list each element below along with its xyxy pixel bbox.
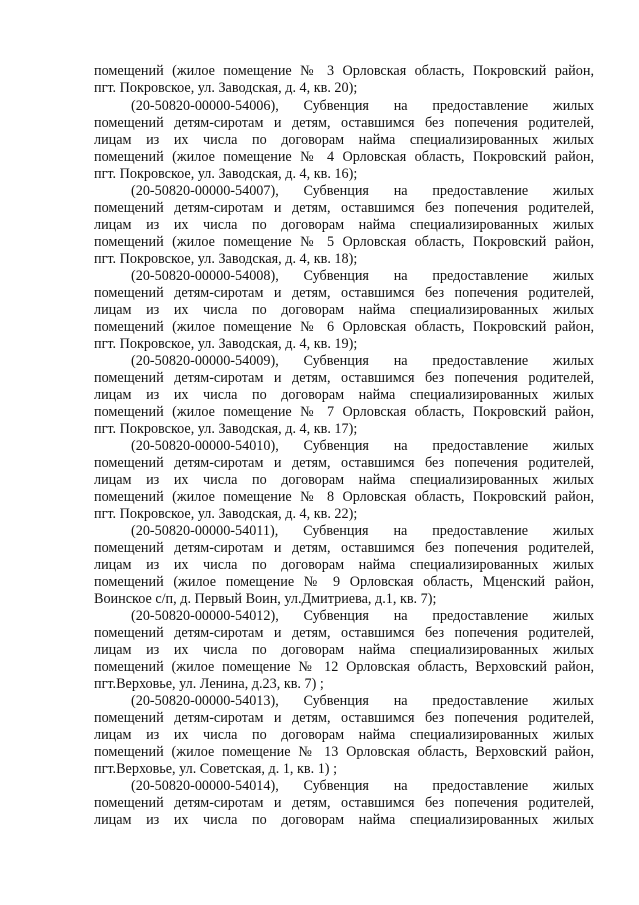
paragraph-first-line: (20-50820-00000-54009), Субвенция на предоставление жилых <box>131 353 594 369</box>
text-line: пгт. Покровское, ул. Заводская, д. 4, кв. 22); <box>94 506 358 522</box>
text-line: лицам из их числа по договорам найма специализированных жилых <box>94 302 594 318</box>
paragraph-first-line: (20-50820-00000-54011), Субвенция на предоставление жилых <box>131 523 594 539</box>
text-line: лицам из их числа по договорам найма специализированных жилых <box>94 727 594 743</box>
text-line: лицам из их числа по договорам найма специализированных жилых <box>94 642 594 658</box>
text-line: лицам из их числа по договорам найма специализированных жилых <box>94 557 594 573</box>
text-line: помещений (жилое помещение № 9 Орловская область, Мценский район, <box>94 574 594 590</box>
text-line: помещений (жилое помещение № 6 Орловская область, Покровский район, <box>94 319 594 335</box>
paragraph-first-line: (20-50820-00000-54012), Субвенция на предоставление жилых <box>131 608 594 624</box>
paragraph-first-line: (20-50820-00000-54008), Субвенция на предоставление жилых <box>131 268 594 284</box>
text-line: лицам из их числа по договорам найма специализированных жилых <box>94 812 594 828</box>
text-line: пгт. Покровское, ул. Заводская, д. 4, кв. 18); <box>94 251 358 267</box>
text-line: лицам из их числа по договорам найма специализированных жилых <box>94 472 594 488</box>
text-line: пгт. Покровское, ул. Заводская, д. 4, кв. 20); <box>94 80 358 96</box>
text-line: помещений детям-сиротам и детям, оставшимся без попечения родителей, <box>94 625 594 641</box>
paragraph-first-line: (20-50820-00000-54014), Субвенция на предоставление жилых <box>131 778 594 794</box>
text-line: помещений (жилое помещение № 7 Орловская область, Покровский район, <box>94 404 594 420</box>
text-line: помещений (жилое помещение № 13 Орловская область, Верховский район, <box>94 744 594 760</box>
text-line: пгт. Покровское, ул. Заводская, д. 4, кв. 19); <box>94 336 358 352</box>
paragraph-first-line: (20-50820-00000-54010), Субвенция на предоставление жилых <box>131 438 594 454</box>
text-line: помещений детям-сиротам и детям, оставшимся без попечения родителей, <box>94 115 594 131</box>
text-line: помещений детям-сиротам и детям, оставшимся без попечения родителей, <box>94 285 594 301</box>
text-line: пгт. Покровское, ул. Заводская, д. 4, кв. 16); <box>94 166 358 182</box>
text-line: Воинское с/п, д. Первый Воин, ул.Дмитриева, д.1, кв. 7); <box>94 591 437 607</box>
paragraph-first-line: (20-50820-00000-54013), Субвенция на предоставление жилых <box>131 693 594 709</box>
text-line: помещений (жилое помещение № 3 Орловская область, Покровский район, <box>94 63 594 79</box>
text-line: помещений детям-сиротам и детям, оставшимся без попечения родителей, <box>94 455 594 471</box>
text-line: помещений детям-сиротам и детям, оставшимся без попечения родителей, <box>94 540 594 556</box>
text-line: помещений (жилое помещение № 4 Орловская область, Покровский район, <box>94 149 594 165</box>
text-line: пгт.Верховье, ул. Ленина, д.23, кв. 7) ; <box>94 676 324 692</box>
text-line: пгт. Покровское, ул. Заводская, д. 4, кв. 17); <box>94 421 358 437</box>
text-line: пгт.Верховье, ул. Советская, д. 1, кв. 1) ; <box>94 761 338 777</box>
text-line: лицам из их числа по договорам найма специализированных жилых <box>94 387 594 403</box>
text-line: лицам из их числа по договорам найма специализированных жилых <box>94 217 594 233</box>
text-line: лицам из их числа по договорам найма специализированных жилых <box>94 132 594 148</box>
paragraph-first-line: (20-50820-00000-54007), Субвенция на предоставление жилых <box>131 183 594 199</box>
text-line: помещений (жилое помещение № 5 Орловская область, Покровский район, <box>94 234 594 250</box>
text-line: помещений (жилое помещение № 8 Орловская область, Покровский район, <box>94 489 594 505</box>
text-line: помещений детям-сиротам и детям, оставшимся без попечения родителей, <box>94 200 594 216</box>
paragraph-first-line: (20-50820-00000-54006), Субвенция на предоставление жилых <box>131 98 594 114</box>
text-line: помещений детям-сиротам и детям, оставшимся без попечения родителей, <box>94 795 594 811</box>
text-line: помещений детям-сиротам и детям, оставшимся без попечения родителей, <box>94 710 594 726</box>
text-line: помещений детям-сиротам и детям, оставшимся без попечения родителей, <box>94 370 594 386</box>
text-line: помещений (жилое помещение № 12 Орловская область, Верховский район, <box>94 659 594 675</box>
